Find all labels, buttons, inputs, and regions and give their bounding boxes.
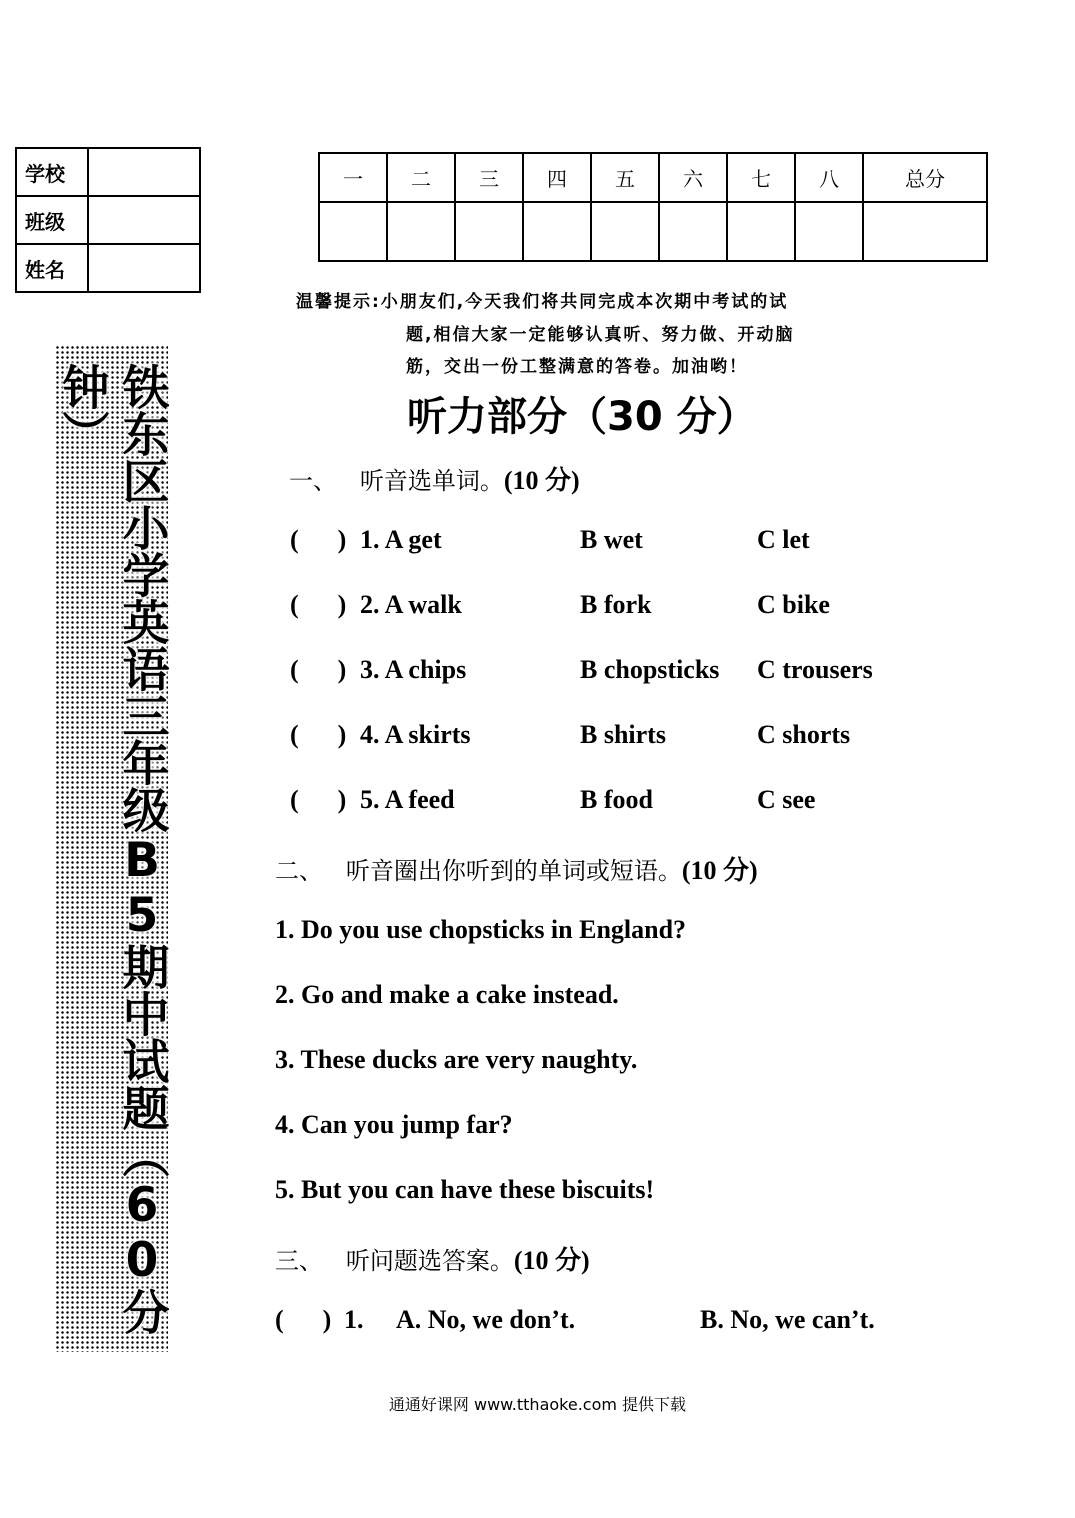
part2-sentence-4[interactable]: 4. Can you jump far? bbox=[275, 1110, 513, 1139]
score-cell[interactable] bbox=[795, 202, 863, 261]
score-header-3: 三 bbox=[455, 153, 523, 202]
student-info-table bbox=[15, 147, 201, 293]
section-title: 听力部分（30 分） bbox=[407, 394, 757, 440]
part1-q2-option-c: C bike bbox=[757, 590, 830, 619]
score-cell[interactable] bbox=[523, 202, 591, 261]
score-cell[interactable] bbox=[727, 202, 795, 261]
part2-sentence-3[interactable]: 3. These ducks are very naughty. bbox=[275, 1045, 638, 1074]
part1-q1-blank[interactable]: ( ) bbox=[290, 525, 347, 554]
part3-number: 三、 bbox=[275, 1247, 323, 1275]
part3-q1-blank[interactable]: ( ) bbox=[275, 1305, 332, 1334]
score-cell-total[interactable] bbox=[863, 202, 987, 261]
school-field[interactable] bbox=[88, 148, 200, 196]
part2-sentence-1[interactable]: 1. Do you use chopsticks in England? bbox=[275, 915, 687, 944]
score-cell[interactable] bbox=[319, 202, 387, 261]
part2-number: 二、 bbox=[275, 857, 323, 885]
part1-score: (10 分) bbox=[503, 466, 580, 495]
part1-q4-blank[interactable]: ( ) bbox=[290, 720, 347, 749]
part1-q3-blank[interactable]: ( ) bbox=[290, 655, 347, 684]
class-field[interactable] bbox=[88, 196, 200, 244]
exam-title-vertical: 铁东区小学英语三年级B5期中试题（60分钟） bbox=[54, 363, 170, 1335]
score-header-total: 总分 bbox=[863, 153, 987, 202]
part1-q4-option-c: C shorts bbox=[757, 720, 851, 749]
part1-q3-option-c: C trousers bbox=[757, 655, 873, 684]
part1-title: 听音选单词。 bbox=[359, 467, 504, 495]
score-value-row bbox=[319, 202, 987, 261]
part3-title: 听问题选答案。 bbox=[345, 1247, 514, 1275]
part3-score: (10 分) bbox=[513, 1246, 590, 1275]
part1-q3-option-b: B chopsticks bbox=[580, 655, 720, 684]
part1-q4-option-b: B shirts bbox=[580, 720, 666, 749]
score-cell[interactable] bbox=[455, 202, 523, 261]
score-cell[interactable] bbox=[659, 202, 727, 261]
part1-q1-option-a: 1. A get bbox=[360, 525, 442, 554]
side-title-banner bbox=[55, 345, 168, 1352]
part1-heading bbox=[289, 460, 580, 497]
part1-q4-option-a: 4. A skirts bbox=[360, 720, 471, 749]
tip-line-2: 题,相信大家一定能够认真听、努力做、开动脑 bbox=[406, 325, 795, 345]
tip-line-1: 温馨提示:小朋友们,今天我们将共同完成本次期中考试的试 bbox=[296, 292, 789, 312]
part1-q1-option-c: C let bbox=[757, 525, 810, 554]
footer-credit: 通通好课网 www.tthaoke.com 提供下载 bbox=[388, 1395, 687, 1414]
score-header-8: 八 bbox=[795, 153, 863, 202]
part2-title: 听音圈出你听到的单词或短语。 bbox=[345, 857, 682, 885]
part2-sentence-5[interactable]: 5. But you can have these biscuits! bbox=[275, 1175, 655, 1204]
part3-q1-number: 1. bbox=[344, 1305, 364, 1334]
class-row bbox=[16, 196, 200, 244]
part2-score: (10 分) bbox=[681, 856, 758, 885]
part1-q2-blank[interactable]: ( ) bbox=[290, 590, 347, 619]
part3-q1-option-a: A. No, we don’t. bbox=[396, 1305, 576, 1334]
part2-heading bbox=[275, 850, 758, 887]
school-label: 学校 bbox=[16, 148, 88, 196]
school-row bbox=[16, 148, 200, 196]
part1-q5-option-c: C see bbox=[757, 785, 816, 814]
score-header-2: 二 bbox=[387, 153, 455, 202]
score-header-6: 六 bbox=[659, 153, 727, 202]
part1-q5-option-a: 5. A feed bbox=[360, 785, 455, 814]
score-header-4: 四 bbox=[523, 153, 591, 202]
part3-q1-option-b: B. No, we can’t. bbox=[700, 1305, 875, 1334]
part1-q5-blank[interactable]: ( ) bbox=[290, 785, 347, 814]
part1-q5-option-b: B food bbox=[580, 785, 653, 814]
name-label: 姓名 bbox=[16, 244, 88, 292]
score-header-7: 七 bbox=[727, 153, 795, 202]
score-header-1: 一 bbox=[319, 153, 387, 202]
part3-heading bbox=[275, 1240, 590, 1277]
part1-number: 一、 bbox=[289, 467, 337, 495]
part1-q2-option-a: 2. A walk bbox=[360, 590, 462, 619]
part1-q3-option-a: 3. A chips bbox=[360, 655, 467, 684]
part2-sentence-2[interactable]: 2. Go and make a cake instead. bbox=[275, 980, 619, 1009]
score-header-row bbox=[319, 153, 987, 202]
name-field[interactable] bbox=[88, 244, 200, 292]
name-row bbox=[16, 244, 200, 292]
score-cell[interactable] bbox=[591, 202, 659, 261]
part1-q2-option-b: B fork bbox=[580, 590, 652, 619]
score-cell[interactable] bbox=[387, 202, 455, 261]
score-table bbox=[318, 152, 988, 262]
part1-q1-option-b: B wet bbox=[580, 525, 643, 554]
score-header-5: 五 bbox=[591, 153, 659, 202]
tip-line-3: 筋，交出一份工整满意的答卷。加油哟！ bbox=[406, 357, 748, 377]
class-label: 班级 bbox=[16, 196, 88, 244]
